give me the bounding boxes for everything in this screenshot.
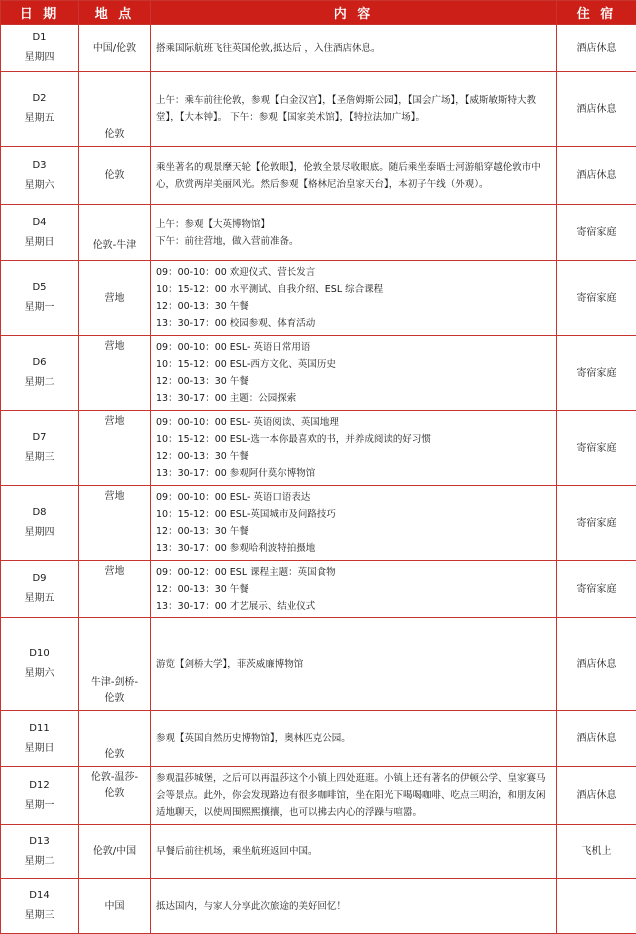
content-cell — [151, 147, 557, 205]
content-line: 游览【剑桥大学】，菲茨威廉博物馆 — [156, 656, 552, 673]
day-number: D7 — [1, 428, 78, 448]
day-number: D9 — [1, 569, 78, 589]
place-cell — [79, 711, 151, 767]
day-cell — [1, 336, 79, 411]
content-cell — [151, 767, 557, 825]
stay: 寄宿家庭 — [577, 227, 617, 238]
weekday: 星期六 — [1, 176, 78, 196]
weekday: 星期五 — [1, 109, 78, 129]
weekday: 星期四 — [1, 48, 78, 68]
content-cell — [151, 711, 557, 767]
day-cell — [1, 411, 79, 486]
header-stay: 住 宿 — [557, 1, 636, 25]
content-line: 10：15-12：00 ESL-西方文化、英国历史 — [156, 356, 552, 373]
content-cell — [151, 72, 557, 147]
content-line: 10：15-12：00 ESL-选一本你最喜欢的书，并养成阅读的好习惯 — [156, 431, 552, 448]
day-cell — [1, 767, 79, 825]
content-line: 13：30-17：00 主题：公园探索 — [156, 390, 552, 407]
table-row — [1, 336, 636, 411]
day-cell — [1, 618, 79, 711]
day-number: D1 — [1, 28, 78, 48]
stay: 寄宿家庭 — [577, 293, 617, 304]
table-row — [1, 25, 636, 72]
content-cell — [151, 336, 557, 411]
stay-cell — [557, 261, 636, 336]
stay-cell — [557, 147, 636, 205]
content-line: 下午：前往营地，做入营前准备。 — [156, 233, 552, 250]
place-cell — [79, 72, 151, 147]
weekday: 星期二 — [1, 852, 78, 872]
place-cell — [79, 205, 151, 261]
stay-cell — [557, 486, 636, 561]
content-cell — [151, 825, 557, 879]
stay: 寄宿家庭 — [577, 443, 617, 454]
place-cell — [79, 411, 151, 486]
stay-cell — [557, 25, 636, 72]
stay-cell — [557, 205, 636, 261]
day-cell — [1, 879, 79, 934]
content-cell — [151, 561, 557, 618]
weekday: 星期一 — [1, 298, 78, 318]
day-number: D2 — [1, 89, 78, 109]
weekday: 星期二 — [1, 373, 78, 393]
content-line: 12：00-13：30 午餐 — [156, 523, 552, 540]
content-cell — [151, 618, 557, 711]
content-cell — [151, 486, 557, 561]
stay: 酒店休息 — [577, 733, 617, 744]
content-line: 抵达国内，与家人分享此次旅途的美好回忆！ — [156, 898, 552, 915]
place-cell — [79, 561, 151, 618]
table-row — [1, 205, 636, 261]
header-date: 日 期 — [1, 1, 79, 25]
content-line: 09：00-10：00 欢迎仪式、营长发言 — [156, 264, 552, 281]
place: 伦敦/中国 — [93, 846, 136, 857]
table-row — [1, 561, 636, 618]
day-cell — [1, 147, 79, 205]
day-number: D13 — [1, 832, 78, 852]
day-cell — [1, 561, 79, 618]
table-row — [1, 825, 636, 879]
stay: 飞机上 — [582, 846, 612, 857]
table-row — [1, 486, 636, 561]
stay: 寄宿家庭 — [577, 584, 617, 595]
day-number: D3 — [1, 156, 78, 176]
content-line: 参观温莎城堡，之后可以再温莎这个小镇上四处逛逛。小镇上还有著名的伊顿公学、皇家赛马会等景点。此外，你会发现路边有很多咖啡馆，坐在阳光下喝喝咖啡、吃点三明治，和朋友闲适地聊天，以使周围熙熙攘攘，也可以拂去内心的浮躁与喧嚣。 — [156, 770, 552, 821]
day-cell — [1, 486, 79, 561]
day-cell — [1, 72, 79, 147]
day-number: D8 — [1, 503, 78, 523]
stay-cell — [557, 767, 636, 825]
stay: 酒店休息 — [577, 659, 617, 670]
place-cell — [79, 25, 151, 72]
place: 伦敦 — [105, 170, 125, 181]
stay: 酒店休息 — [577, 170, 617, 181]
day-number: D6 — [1, 353, 78, 373]
content-line: 09：00-10：00 ESL- 英语日常用语 — [156, 339, 552, 356]
content-line: 12：00-13：30 午餐 — [156, 298, 552, 315]
stay-cell — [557, 561, 636, 618]
day-number: D14 — [1, 886, 78, 906]
place: 中国/伦敦 — [93, 43, 136, 54]
content-line: 09：00-12：00 ESL 课程主题：英国食物 — [156, 564, 552, 581]
content-line: 早餐后前往机场，乘坐航班返回中国。 — [156, 843, 552, 860]
stay: 酒店休息 — [577, 790, 617, 801]
place-cell — [79, 879, 151, 934]
content-line: 上午：乘车前往伦敦，参观【白金汉宫】，【圣詹姆斯公园】，【国会广场】，【威斯敏斯特大教堂】，【大本钟】。 下午：参观【国家美术馆】，【特拉法加广场】。 — [156, 92, 552, 126]
content-line: 参观【英国自然历史博物馆】，奥林匹克公园。 — [156, 730, 552, 747]
day-number: D4 — [1, 213, 78, 233]
place: 营地 — [105, 293, 125, 304]
place: 营地 — [105, 491, 125, 502]
stay: 酒店休息 — [577, 104, 617, 115]
weekday: 星期日 — [1, 739, 78, 759]
content-line: 13：30-17：00 才艺展示、结业仪式 — [156, 598, 552, 615]
place: 营地 — [105, 341, 125, 352]
place-cell — [79, 825, 151, 879]
day-number: D5 — [1, 278, 78, 298]
weekday: 星期日 — [1, 233, 78, 253]
stay-cell — [557, 711, 636, 767]
stay: 寄宿家庭 — [577, 518, 617, 529]
content-line: 09：00-10：00 ESL- 英语口语表达 — [156, 489, 552, 506]
table-row — [1, 261, 636, 336]
header-content: 内 容 — [151, 1, 557, 25]
content-line: 乘坐著名的观景摩天轮【伦敦眼】，伦敦全景尽收眼底。随后乘坐泰晤士河游船穿越伦敦市中心，欣赏两岸美丽风光。然后参观【格林尼治皇家天台】，本初子午线（外观）。 — [156, 159, 552, 193]
content-cell — [151, 25, 557, 72]
content-line: 10：15-12：00 ESL-英国城市及问路技巧 — [156, 506, 552, 523]
content-line: 10：15-12：00 水平测试、自我介绍、ESL 综合课程 — [156, 281, 552, 298]
content-cell — [151, 411, 557, 486]
place-cell — [79, 767, 151, 825]
content-line: 12：00-13：30 午餐 — [156, 448, 552, 465]
table-row — [1, 711, 636, 767]
weekday: 星期三 — [1, 906, 78, 926]
place: 伦敦-温莎-伦敦 — [91, 772, 138, 799]
weekday: 星期三 — [1, 448, 78, 468]
table-row — [1, 72, 636, 147]
place: 伦敦 — [105, 749, 125, 760]
content-line: 上午：参观【大英博物馆】 — [156, 216, 552, 233]
table-row — [1, 618, 636, 711]
stay: 酒店休息 — [577, 43, 617, 54]
stay-cell — [557, 72, 636, 147]
place: 伦敦-牛津 — [93, 240, 137, 251]
day-cell — [1, 711, 79, 767]
place-cell — [79, 336, 151, 411]
stay: 寄宿家庭 — [577, 368, 617, 379]
weekday: 星期四 — [1, 523, 78, 543]
content-line: 13：30-17：00 参观哈利波特拍摄地 — [156, 540, 552, 557]
day-number: D10 — [1, 644, 78, 664]
place: 营地 — [105, 566, 125, 577]
table-header-row — [1, 1, 636, 25]
place-cell — [79, 618, 151, 711]
table-row — [1, 411, 636, 486]
day-cell — [1, 825, 79, 879]
content-line: 13：30-17：00 校园参观、体育活动 — [156, 315, 552, 332]
weekday: 星期五 — [1, 589, 78, 609]
place-cell — [79, 261, 151, 336]
place: 营地 — [105, 416, 125, 427]
place: 牛津-剑桥-伦敦 — [91, 677, 138, 704]
content-cell — [151, 205, 557, 261]
stay-cell — [557, 825, 636, 879]
day-number: D11 — [1, 719, 78, 739]
header-place: 地 点 — [79, 1, 151, 25]
stay-cell — [557, 336, 636, 411]
place-cell — [79, 486, 151, 561]
content-line: 12：00-13：30 午餐 — [156, 581, 552, 598]
stay-cell — [557, 411, 636, 486]
stay-cell — [557, 879, 636, 934]
place: 伦敦 — [105, 129, 125, 140]
place-cell — [79, 147, 151, 205]
table-row — [1, 767, 636, 825]
day-number: D12 — [1, 776, 78, 796]
day-cell — [1, 25, 79, 72]
table-row — [1, 147, 636, 205]
content-line: 12：00-13：30 午餐 — [156, 373, 552, 390]
day-cell — [1, 261, 79, 336]
weekday: 星期一 — [1, 796, 78, 816]
content-line: 13：30-17：00 参观阿什莫尔博物馆 — [156, 465, 552, 482]
stay-cell — [557, 618, 636, 711]
place: 中国 — [105, 901, 125, 912]
day-cell — [1, 205, 79, 261]
content-cell — [151, 879, 557, 934]
weekday: 星期六 — [1, 664, 78, 684]
table-row — [1, 879, 636, 934]
content-cell — [151, 261, 557, 336]
content-line: 搭乘国际航班飞往英国伦敦,抵达后 ，入住酒店休息。 — [156, 40, 552, 57]
content-line: 09：00-10：00 ESL- 英语阅读、英国地理 — [156, 414, 552, 431]
